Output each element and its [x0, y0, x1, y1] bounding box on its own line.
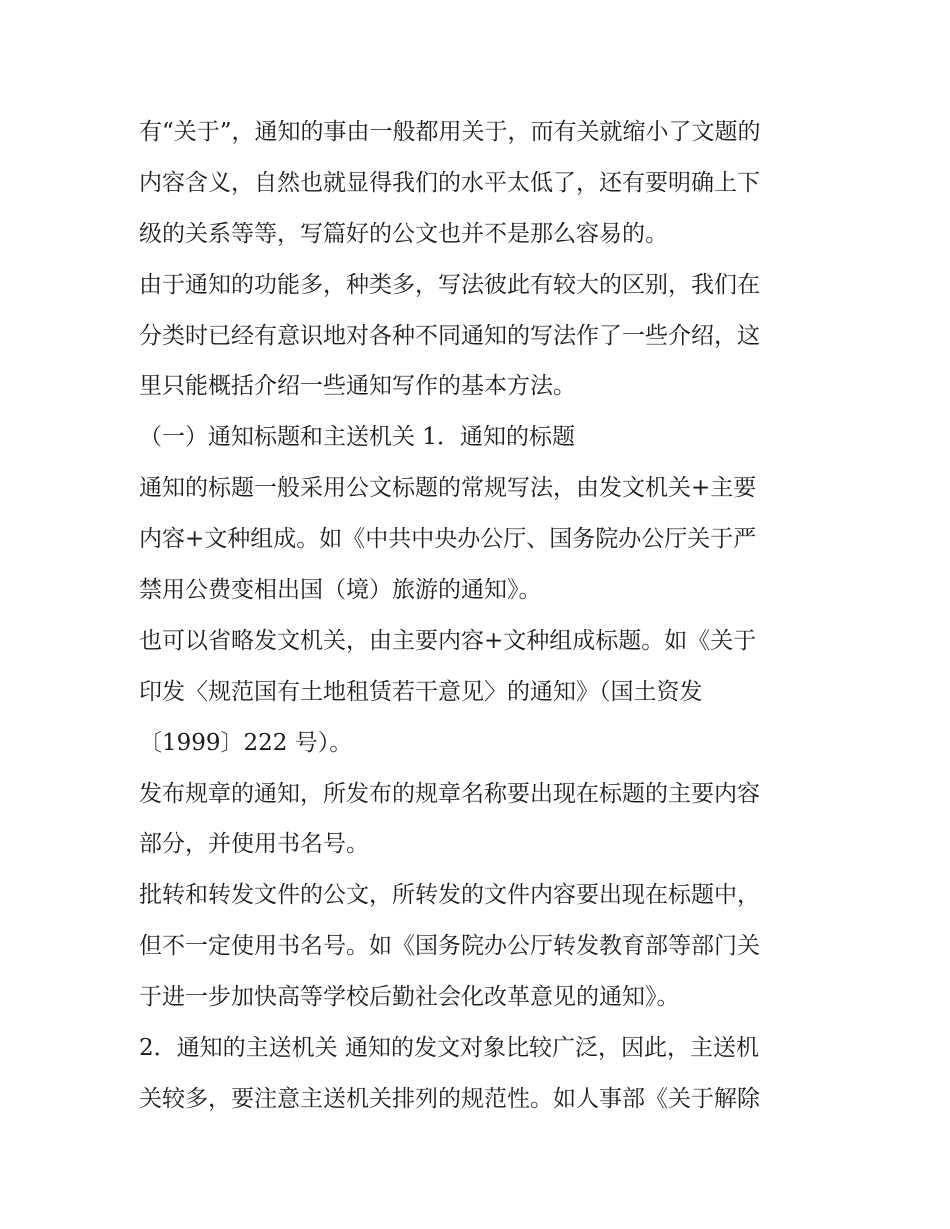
text-line: 2．通知的主送机关 通知的发文对象比较广泛，因此，主送机 [139, 1035, 759, 1062]
text-line: 部分，并使用书名号。 [139, 831, 369, 858]
text-line: 分类时已经有意识地对各种不同通知的写法作了一些介绍，这 [139, 322, 760, 349]
text-line: 禁用公费变相出国（境）旅游的通知》。 [139, 577, 542, 604]
text-line: 通知的标题一般采用公文标题的常规写法，由发文机关+主要 [139, 475, 757, 502]
text-line: 关较多，要注意主送机关排列的规范性。如人事部《关于解除 [139, 1085, 760, 1112]
text-line: 级的关系等等，写篇好的公文也并不是那么容易的。 [139, 220, 668, 247]
document-body [139, 107, 829, 1125]
text-line: 由于通知的功能多，种类多，写法彼此有较大的区别，我们在 [139, 271, 760, 298]
text-line: 发布规章的通知，所发布的规章名称要出现在标题的主要内容 [139, 780, 760, 807]
text-line: 里只能概括介绍一些通知写作的基本方法。 [139, 373, 576, 400]
text-line: 于进一步加快高等学校后勤社会化改革意见的通知》。 [139, 984, 680, 1011]
text-line: 但不一定使用书名号。如《国务院办公厅转发教育部等部门关 [139, 933, 760, 960]
text-line: 印发〈规范国有土地租赁若干意见〉的通知》（国土资发 [139, 678, 703, 705]
text-line: 内容+文种组成。如《中共中央办公厅、国务院办公厅关于严 [139, 526, 757, 553]
text-line: 内容含义，自然也就显得我们的水平太低了，还有要明确上下 [139, 169, 760, 196]
text-line: 批转和转发文件的公文，所转发的文件内容要出现在标题中， [139, 882, 760, 909]
text-line: 有“关于”，通知的事由一般都用关于，而有关就缩小了文题的 [139, 119, 761, 145]
section-heading: （一）通知标题和主送机关 1．通知的标题 [139, 424, 575, 451]
text-line: 也可以省略发文机关，由主要内容+文种组成标题。如《关于 [139, 627, 757, 654]
text-line: 〔1999〕222 号）。 [139, 729, 353, 756]
